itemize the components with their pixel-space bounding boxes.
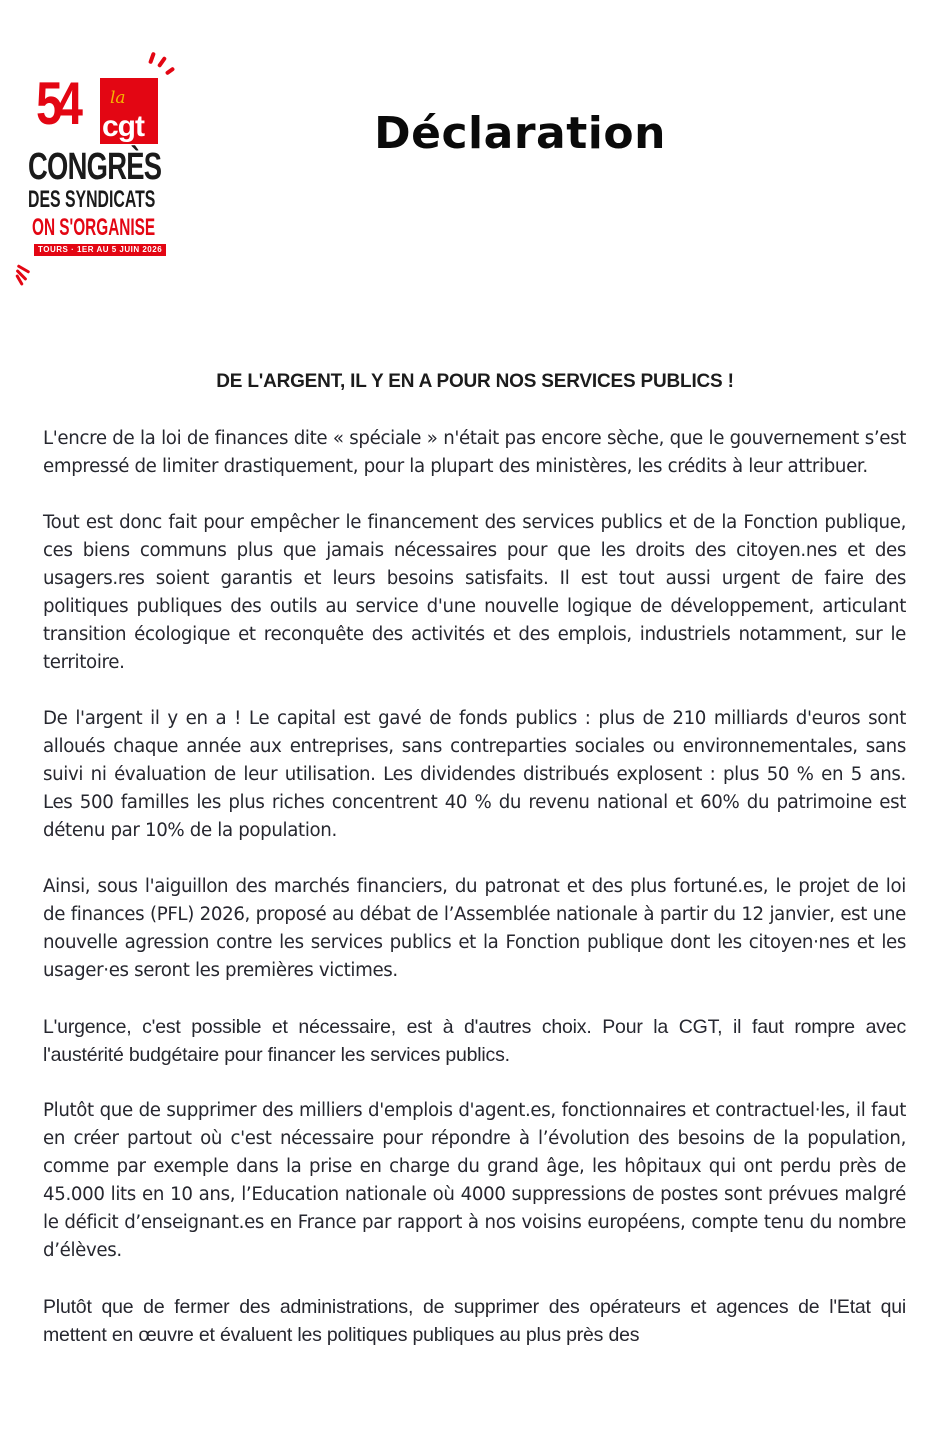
document-body [43, 425, 906, 1377]
paragraph: Tout est donc fait pour empêcher le financement des services publics et de la Fonction publique, ces biens communs plus que jamais nécessaires pour que les droits des citoyen.nes et des usagers.res soient garantis et leurs besoins satisfaits. Il est tout aussi urgent de faire des politiques publiques des outils au service d'une nouvelle logique de développement, articulant transition écologique et reconquête des activités et des emplois, industriels notamment, sur le territoire. [43, 512, 906, 673]
logo-line-syndicats: DES SYNDICATS [28, 186, 156, 213]
logo-line-congres: CONGRÈS [28, 146, 162, 188]
paragraph: L'encre de la loi de finances dite « spéciale » n'était pas encore sèche, que le gouvernement s’est empressé de limiter drastiquement, pour la plupart des ministères, les crédits à leur attribuer. [43, 428, 906, 477]
paragraph: Ainsi, sous l'aiguillon des marchés financiers, du patronat et des plus fortuné.es, le projet de loi de finances (PFL) 2026, proposé au débat de l’Assemblée nationale à partir du 12 janvier, est une nouvelle agression contre les services publics et la Fonction publique dont les citoyen·nes et les usager·es seront les premières victimes. [43, 876, 906, 981]
section-heading: DE L'ARGENT, IL Y EN A POUR NOS SERVICES PUBLICS ! [216, 371, 734, 392]
spark-decoration [157, 56, 167, 68]
paragraph: De l'argent il y en a ! Le capital est gavé de fonds publics : plus de 210 milliards d'euros sont alloués chaque année aux entreprises, sans contreparties sociales ou environnementales, sans suivi ni évaluation de leur utilisation. Les dividendes distribués explosent : plus 50 % en 5 ans. Les 500 familles les plus riches concentrent 40 % du revenu national et 60% du patrimoine est détenu par 10% de la population. [43, 708, 906, 841]
spark-decoration [165, 66, 175, 75]
logo-line-dates: TOURS · 1ER AU 5 JUIN 2026 [34, 244, 166, 256]
paragraph: L'urgence, c'est possible et nécessaire, est à d'autres choix. Pour la CGT, il faut rompre avec l'austérité budgétaire pour financer les services publics. [43, 1016, 906, 1066]
cgt-logo-text: cgt [102, 110, 144, 143]
spark-decoration [148, 52, 156, 65]
logo-line-slogan: ON S'ORGANISE [32, 214, 156, 241]
document-title: Déclaration [374, 108, 666, 159]
paragraph: Plutôt que de fermer des administrations, de supprimer des opérateurs et agences de l'Etat qui mettent en œuvre et évaluent les politiques publiques au plus près des [43, 1296, 906, 1346]
cgt-logo-script: la [110, 88, 126, 108]
paragraph: Plutôt que de supprimer des milliers d'emplois d'agent.es, fonctionnaires et contractuel·les, il faut en créer partout où c'est nécessaire pour répondre à l’évolution des besoins de la population, comme par exemple dans la prise en charge du grand âge, les hôpitaux qui ont perdu près de 45.000 lits en 10 ans, l’Education nationale où 4000 suppressions de postes sont prévues malgré le déficit d’enseignant.es en France par rapport à nos voisins européens, compte tenu du nombre d’élèves. [43, 1100, 906, 1261]
congress-number: 54 [36, 70, 77, 137]
congress-logo [14, 44, 184, 289]
